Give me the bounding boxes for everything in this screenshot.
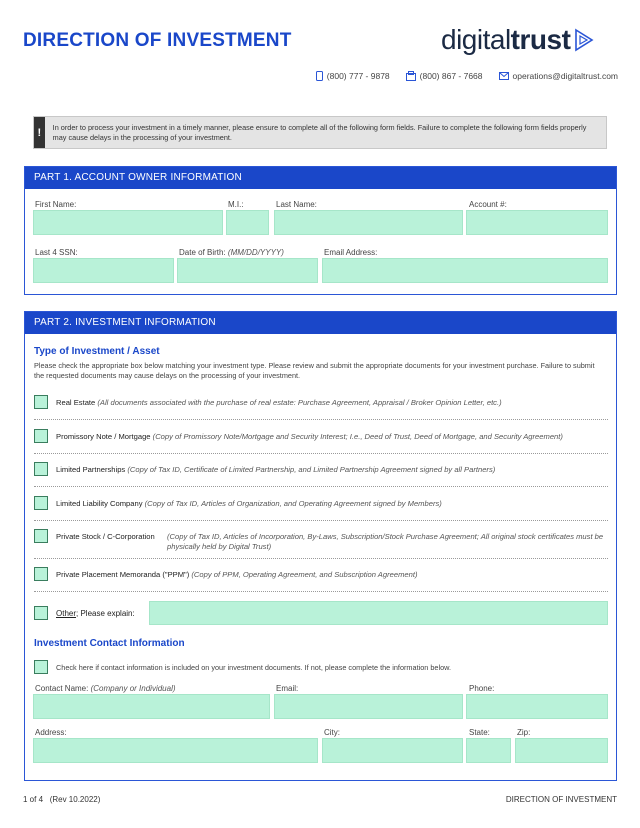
contact-bar bbox=[316, 71, 618, 81]
other-checkbox[interactable] bbox=[34, 606, 48, 620]
option-llc bbox=[34, 496, 608, 521]
state-label: State: bbox=[469, 728, 490, 737]
promissory-note-label bbox=[56, 432, 563, 441]
part-2-investment-info bbox=[24, 311, 617, 781]
option-ppm bbox=[34, 567, 608, 592]
contact-phone-1 bbox=[316, 71, 390, 81]
contact-phone-2 bbox=[406, 71, 483, 81]
envelope-icon bbox=[499, 72, 509, 80]
ppm-name: Private Placement Memoranda ("PPM") bbox=[56, 570, 190, 579]
dob-field[interactable] bbox=[177, 258, 318, 283]
type-of-investment-description: Please check the appropriate box below matching your investment type. Please review and submit the appropriate documents for your investment purchase. Failure to submit the requested documents may cause delays on the processing of your investment. bbox=[34, 361, 595, 381]
real-estate-hint: (All documents associated with the purchase of real estate: Purchase Agreement, Appraisal / Broker Opinion Letter, etc.) bbox=[97, 398, 502, 407]
phone-number-2: (800) 867 - 7668 bbox=[419, 71, 483, 81]
mi-field[interactable] bbox=[226, 210, 269, 235]
llc-name: Limited Liability Company bbox=[56, 499, 143, 508]
dob-label-text: Date of Birth: bbox=[179, 248, 226, 257]
real-estate-checkbox[interactable] bbox=[34, 395, 48, 409]
private-stock-hint: (Copy of Tax ID, Articles of Incorporation, By-Laws, Subscription/Stock Purchase Agreement; All original stock certificates must be physically held by Digital Trust) bbox=[167, 532, 604, 552]
footer-doc-title: DIRECTION OF INVESTMENT bbox=[505, 795, 617, 804]
option-real-estate bbox=[34, 395, 608, 420]
footer-page-info bbox=[23, 795, 100, 804]
zip-field[interactable] bbox=[515, 738, 608, 763]
option-limited-partnerships bbox=[34, 462, 608, 487]
phone-number-1: (800) 777 - 9878 bbox=[326, 71, 390, 81]
other-label-suffix: ; Please explain: bbox=[76, 609, 135, 618]
part-2-header: PART 2. INVESTMENT INFORMATION bbox=[25, 312, 616, 334]
email-field[interactable] bbox=[322, 258, 608, 283]
promissory-note-checkbox[interactable] bbox=[34, 429, 48, 443]
contact-email bbox=[499, 71, 618, 81]
account-field[interactable] bbox=[466, 210, 608, 235]
city-field[interactable] bbox=[322, 738, 463, 763]
contact-info-heading: Investment Contact Information bbox=[34, 638, 185, 649]
contact-phone-field[interactable] bbox=[466, 694, 608, 719]
email-label: Email Address: bbox=[324, 248, 378, 257]
first-name-field[interactable] bbox=[33, 210, 223, 235]
ssn-label: Last 4 SSN: bbox=[35, 248, 78, 257]
contact-phone-label: Phone: bbox=[469, 684, 495, 693]
state-field[interactable] bbox=[466, 738, 511, 763]
limited-partnerships-name: Limited Partnerships bbox=[56, 465, 126, 474]
mi-label: M.I.: bbox=[228, 200, 244, 209]
option-other bbox=[34, 601, 608, 625]
page-number: 1 of 4 bbox=[23, 795, 44, 804]
other-explain-field[interactable] bbox=[149, 601, 608, 625]
contact-check-row bbox=[34, 660, 608, 676]
mobile-phone-icon bbox=[316, 71, 323, 81]
notice-box bbox=[33, 116, 607, 149]
office-phone-icon bbox=[406, 71, 416, 81]
private-stock-name: Private Stock / C-Corporation bbox=[56, 532, 155, 541]
part-1-header: PART 1. ACCOUNT OWNER INFORMATION bbox=[25, 167, 616, 189]
ssn-field[interactable] bbox=[33, 258, 174, 283]
contact-email-label: Email: bbox=[276, 684, 299, 693]
part-1-account-owner bbox=[24, 166, 617, 295]
llc-label bbox=[56, 499, 442, 508]
limited-partnerships-hint: (Copy of Tax ID, Certificate of Limited Partnership, and Limited Partnership Agreement signed by all Partners) bbox=[127, 465, 496, 474]
contact-email-field[interactable] bbox=[274, 694, 463, 719]
private-stock-checkbox[interactable] bbox=[34, 529, 48, 543]
account-label: Account #: bbox=[469, 200, 507, 209]
revision: (Rev 10.2022) bbox=[49, 795, 101, 804]
contact-name-hint: (Company or Individual) bbox=[90, 684, 176, 693]
contact-name-field[interactable] bbox=[33, 694, 270, 719]
notice-text: In order to process your investment in a timely manner, please ensure to complete all of the following form fields. Failure to complete the following form fields properly may cause delays in the processing of your investment. bbox=[52, 123, 587, 142]
real-estate-label bbox=[56, 398, 502, 407]
contact-check-label: Check here if contact information is included on your investment documents. If not, please complete the information below. bbox=[56, 663, 452, 672]
contact-name-label bbox=[35, 684, 176, 693]
page-title: DIRECTION OF INVESTMENT bbox=[23, 30, 292, 51]
other-label bbox=[56, 609, 135, 618]
promissory-note-name: Promissory Note / Mortgage bbox=[56, 432, 151, 441]
logo-text-trust: trust bbox=[510, 24, 571, 55]
contact-included-checkbox[interactable] bbox=[34, 660, 48, 674]
limited-partnerships-label bbox=[56, 465, 495, 474]
exclamation-icon: ! bbox=[34, 117, 45, 148]
address-label: Address: bbox=[35, 728, 67, 737]
limited-partnerships-checkbox[interactable] bbox=[34, 462, 48, 476]
ppm-checkbox[interactable] bbox=[34, 567, 48, 581]
email-address[interactable]: operations@digitaltrust.com bbox=[512, 71, 618, 81]
digitaltrust-logo bbox=[441, 22, 595, 58]
address-field[interactable] bbox=[33, 738, 318, 763]
llc-checkbox[interactable] bbox=[34, 496, 48, 510]
zip-label: Zip: bbox=[517, 728, 531, 737]
type-of-investment-heading: Type of Investment / Asset bbox=[34, 346, 160, 357]
llc-hint: (Copy of Tax ID, Articles of Organization, and Operating Agreement signed by Members) bbox=[144, 499, 442, 508]
real-estate-name: Real Estate bbox=[56, 398, 96, 407]
option-private-stock bbox=[34, 529, 608, 559]
other-label-text: Other bbox=[56, 609, 77, 618]
dob-hint: (MM/DD/YYYY) bbox=[227, 248, 284, 257]
ppm-label bbox=[56, 570, 418, 579]
contact-name-label-text: Contact Name: bbox=[35, 684, 89, 693]
option-promissory-note bbox=[34, 429, 608, 454]
last-name-label: Last Name: bbox=[276, 200, 317, 209]
first-name-label: First Name: bbox=[35, 200, 77, 209]
ppm-hint: (Copy of PPM, Operating Agreement, and Subscription Agreement) bbox=[191, 570, 418, 579]
dob-label bbox=[179, 248, 284, 257]
last-name-field[interactable] bbox=[274, 210, 463, 235]
promissory-note-hint: (Copy of Promissory Note/Mortgage and Security Interest; I.e., Deed of Trust, Deed of Mortgage, and Security Agreement) bbox=[152, 432, 563, 441]
logo-play-icon bbox=[573, 28, 595, 52]
logo-text-digital: digital bbox=[441, 24, 511, 55]
city-label: City: bbox=[324, 728, 340, 737]
